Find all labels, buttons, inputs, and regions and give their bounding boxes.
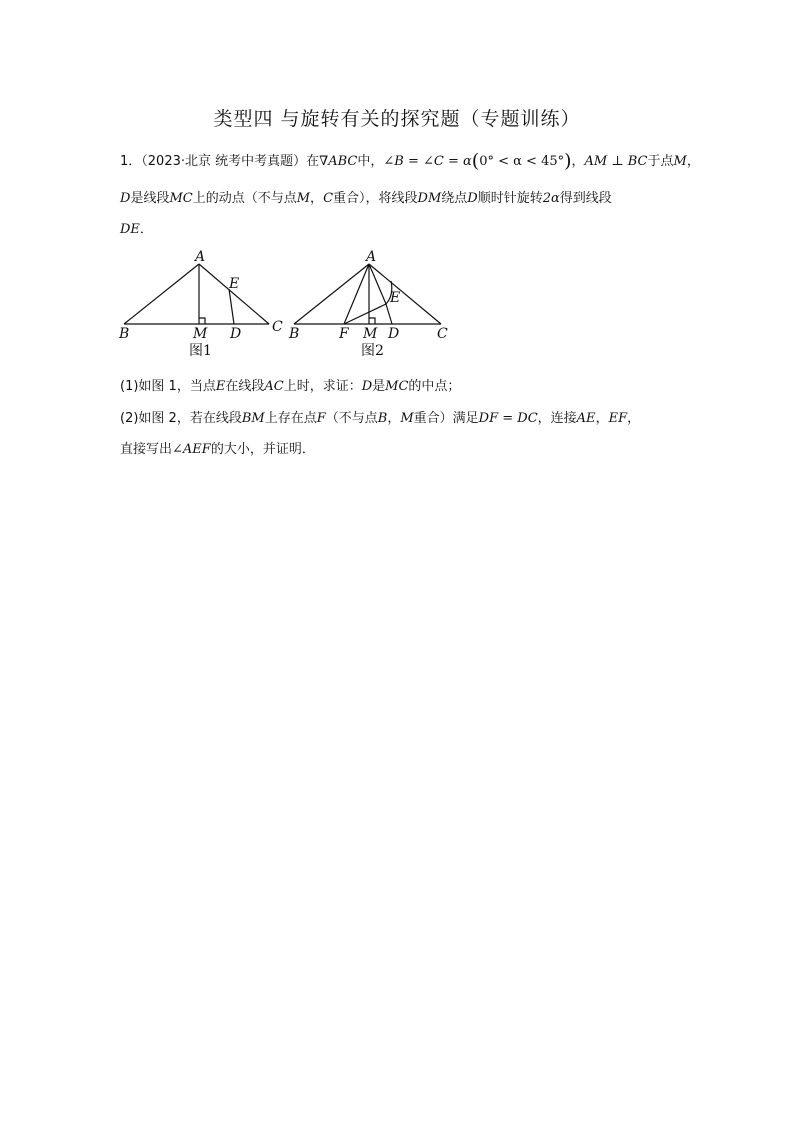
fig2-label-F: F: [339, 326, 349, 342]
fig2-label-B: B: [289, 326, 300, 342]
fig1-label-D: D: [230, 326, 242, 342]
fig2-segment-DE: [386, 304, 392, 324]
question-2-continued: 直接写出∠AEF的大小，并证明．: [120, 442, 315, 457]
perpendicular-condition: AM ⊥ BC: [584, 154, 648, 169]
fig2-segment-EF: [344, 304, 386, 324]
page-title: 类型四 与旋转有关的探究题（专题训练）: [213, 108, 581, 130]
fig2-right-angle-mark: [369, 318, 375, 324]
problem-line-3: DE．: [120, 222, 153, 237]
problem-line-2: D是线段MC上的动点（不与点M，C重合），将线段DM绕点D顺时针旋转2α得到线段: [120, 191, 612, 206]
fig1-label-E: E: [229, 276, 240, 292]
question-1: (1)如图 1，当点E在线段AC上时，求证：D是MC的中点；: [120, 379, 461, 394]
fig2-label-A: A: [366, 249, 377, 265]
fig1-label-B: B: [119, 326, 130, 342]
fig1-label-A: A: [195, 249, 206, 265]
fig1-caption: 图1: [189, 343, 212, 359]
problem-source: （2023·北京 统考中考真题）: [141, 154, 307, 169]
fig1-right-angle-mark: [199, 318, 205, 324]
fig1-label-C: C: [272, 319, 283, 335]
angle-range: 0° < α < 45°: [479, 154, 565, 169]
fig2-label-D: D: [388, 326, 400, 342]
question-2: (2)如图 2，若在线段BM上存在点F（不与点B，M重合）满足DF = DC，连接AE，EF，: [120, 411, 641, 426]
fig2-segment-AC: [369, 264, 441, 324]
fig2-segment-AE: [369, 264, 386, 304]
problem-line-1: 1．（2023·北京 统考中考真题）在∇ABC中，∠B = ∠C = α(0° < α < 45°)，AM ⊥ BC于点M，: [120, 150, 700, 172]
fig2-label-C: C: [437, 326, 448, 342]
angle-condition: ∠B = ∠C = α: [383, 154, 472, 169]
problem-number: 1．: [120, 154, 142, 169]
fig2-label-M: M: [363, 326, 378, 342]
figures: [112, 245, 462, 365]
fig1-segment-DE: [229, 289, 234, 324]
fig2-label-E: E: [390, 290, 401, 306]
fig1-label-M: M: [193, 326, 208, 342]
fig2-segment-AF: [344, 264, 369, 324]
fig2-caption: 图2: [361, 343, 384, 359]
figure-2: [294, 264, 441, 324]
figure-1: [124, 264, 269, 324]
fig2-segment-AB: [294, 264, 369, 324]
fig1-segment-AB: [124, 264, 199, 324]
fig1-segment-AC: [199, 264, 269, 324]
